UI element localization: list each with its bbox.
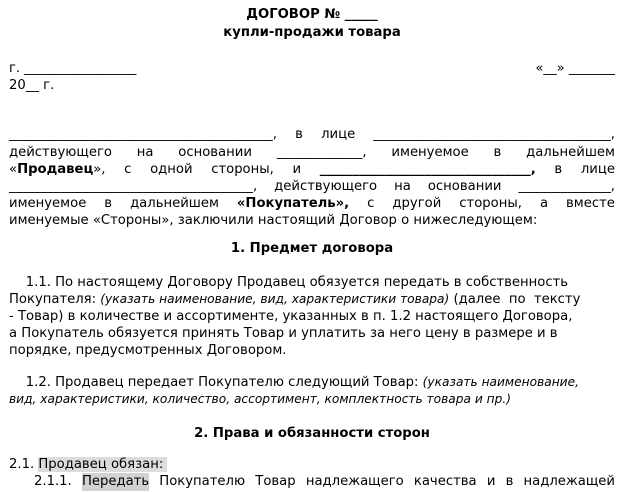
date-field: «__» _______	[535, 61, 615, 76]
clause-1-1-line-1: 1.1. По настоящему Договору Продавец обязуется передать в собственность	[9, 275, 569, 290]
clause-2-1-number: 2.1.	[9, 457, 39, 472]
city-field: г. _________________	[9, 61, 137, 76]
parties-line-1: ________________________________________, в лице ____________________________________,	[9, 127, 615, 142]
clause-1-1-line-2: Покупателя: (указать наименование, вид, характеристики товара) (далее по тексту	[9, 292, 581, 307]
clause-1-1-line-3: - Товар) в количестве и ассортименте, указанных в п. 1.2 настоящего Договора,	[9, 309, 573, 324]
parties-line-6: именуемые «Стороны», заключили настоящий Договор о нижеследующем:	[9, 213, 538, 228]
place-date-line	[9, 60, 615, 78]
clause-1-1-line-5: порядке, предусмотренных Договором.	[9, 343, 287, 358]
section-2-heading: 2. Права и обязанности сторон	[194, 426, 430, 441]
clause-1-2-line-2: вид, характеристики, количество, ассортимент, комплектность товара и пр.)	[9, 392, 511, 406]
clause-2-1	[9, 456, 615, 474]
year-field: 20__ г.	[9, 78, 55, 93]
clause-1-1-line-4: а Покупатель обязуется принять Товар и уплатить за него цену в размере и в	[9, 326, 558, 341]
clause-1-2-line-1: 1.2. Продавец передает Покупателю следующий Товар: (указать наименование,	[9, 375, 579, 390]
seller-term: «Продавец»,	[9, 162, 106, 177]
contract-title: ДОГОВОР № _____	[246, 7, 378, 22]
parties-line-2: действующего на основании _____________, именуемое в дальнейшем	[9, 145, 615, 160]
clause-2-1-1-highlight: Передать	[81, 474, 150, 489]
parties-line-4: _____________________________________, действующего на основании ______________,	[9, 179, 615, 194]
section-1-heading: 1. Предмет договора	[230, 241, 394, 256]
buyer-term: «Покупатель»,	[236, 196, 350, 211]
parties-line-3: «Продавец», с одной стороны, и ________________________________, в лице	[9, 162, 615, 177]
clause-2-1-1: 2.1.1. Передать Покупателю Товар надлежащего качества и в надлежащей	[34, 474, 615, 489]
contract-subtitle: купли-продажи товара	[223, 25, 401, 40]
parties-line-5: именуемое в дальнейшем «Покупатель», с другой стороны, а вместе	[9, 196, 615, 211]
clause-2-1-highlight: Продавец обязан:	[38, 457, 168, 472]
